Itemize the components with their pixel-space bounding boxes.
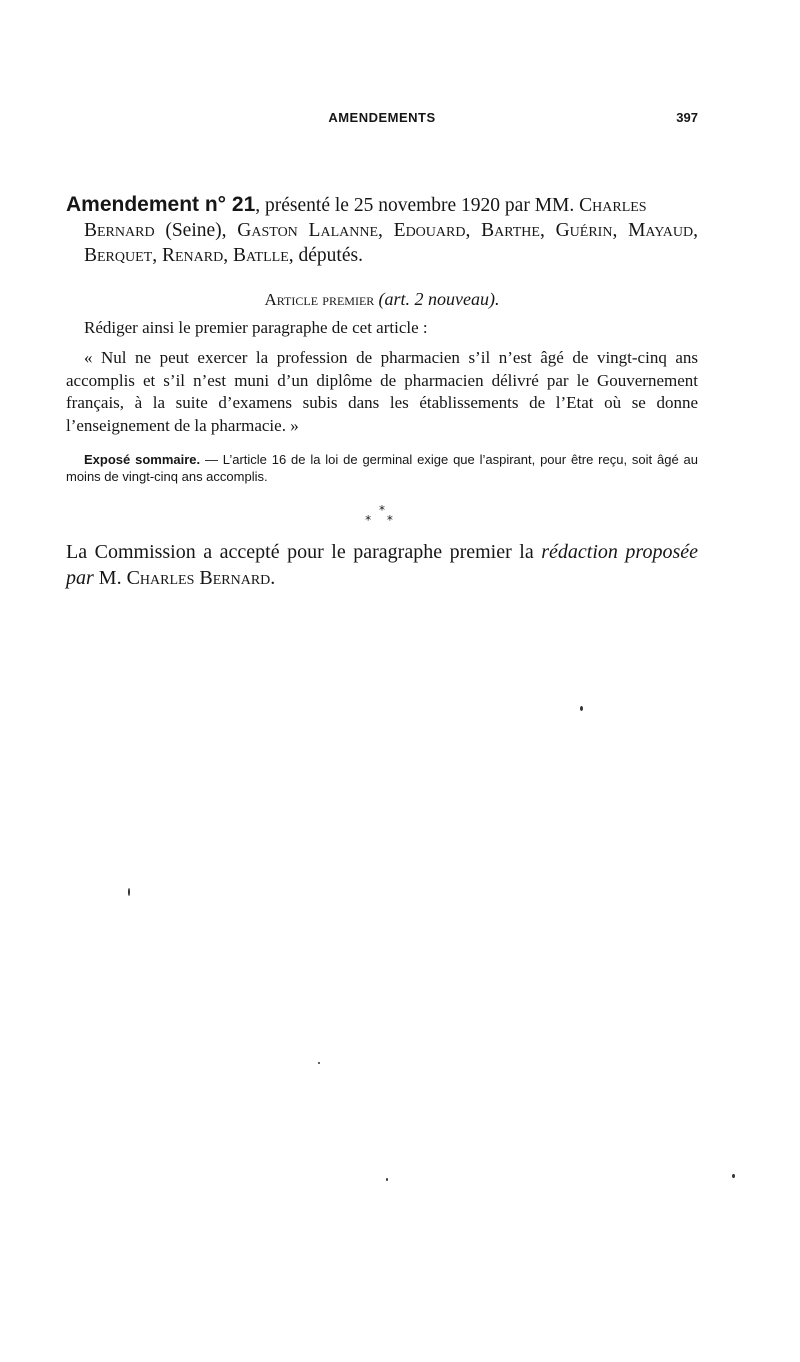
author-edouard: Edouard xyxy=(393,220,466,241)
amendment-heading xyxy=(66,192,698,268)
running-head xyxy=(66,108,698,130)
amendment-presented: , présenté le 25 novembre 1920 par MM. xyxy=(255,195,580,216)
main-text xyxy=(66,192,698,591)
commission-middle: M. xyxy=(93,567,127,589)
paper-speck xyxy=(732,1174,735,1178)
author-renard: Renard xyxy=(161,245,224,266)
running-title: AMENDEMENTS xyxy=(328,110,436,125)
separator: , xyxy=(152,245,162,266)
quoted-text: « Nul ne peut exercer la profession de pharmacien s’il n’est âgé de vingt-cinq ans accomplis et s’il n’est muni d’un diplôme de pharmacien délivré par le Gouvernement français, à la suite d’examens subis dans les établissements de l’Etat où se donne l’enseignement de la pharmacie. » xyxy=(66,348,698,435)
expose-label: Exposé sommaire. xyxy=(84,452,201,467)
page-number: 397 xyxy=(676,110,698,125)
author-charles: Charles xyxy=(579,195,647,216)
asterism xyxy=(66,505,698,525)
author-lalanne: Gaston Lalanne xyxy=(237,220,379,241)
amendment-label: Amendement n° 21 xyxy=(66,193,256,216)
separator: , xyxy=(539,220,556,241)
commission-name: Charles Bernard xyxy=(126,567,271,589)
author-batlle: Batlle xyxy=(232,245,289,266)
author-guerin: Guérin xyxy=(555,220,613,241)
author-bernard: Bernard xyxy=(84,220,155,241)
commission-end: . xyxy=(270,567,276,589)
separator: , xyxy=(378,220,394,241)
author-mayaud: Mayaud xyxy=(628,220,694,241)
article-title xyxy=(66,288,698,311)
asterism-bottom: * * xyxy=(365,513,399,527)
commission-paragraph xyxy=(66,539,698,591)
separator: , xyxy=(693,220,699,241)
asterism-top: * xyxy=(379,503,385,517)
paper-speck xyxy=(128,888,130,896)
author-barthe: Barthe xyxy=(481,220,540,241)
expose-sommaire xyxy=(66,451,698,485)
paper-speck xyxy=(318,1062,320,1064)
article-title-italic: (art. 2 nouveau). xyxy=(378,289,500,309)
author-berquet: Berquet xyxy=(84,245,153,266)
authors-continued xyxy=(66,218,698,268)
separator: , xyxy=(465,220,482,241)
article-title-main: Article premier xyxy=(264,290,375,309)
expose-text: — L’article 16 de la loi de germinal exige que l’aspirant, pour être reçu, soit âgé au moins de vingt-cinq ans accomplis. xyxy=(66,452,698,484)
separator: , xyxy=(223,245,233,266)
amendment-tail: , députés. xyxy=(288,245,363,266)
paper-speck xyxy=(580,706,583,711)
commission-italic: rédaction proposée par xyxy=(66,541,698,589)
author-seine: (Seine), xyxy=(154,220,238,241)
commission-start: La Commission a accepté pour le paragraphe premier la xyxy=(66,541,542,563)
paper-speck xyxy=(386,1178,388,1181)
instruction-paragraph: Rédiger ainsi le premier paragraphe de cet article : xyxy=(84,318,428,337)
separator: , xyxy=(612,220,629,241)
